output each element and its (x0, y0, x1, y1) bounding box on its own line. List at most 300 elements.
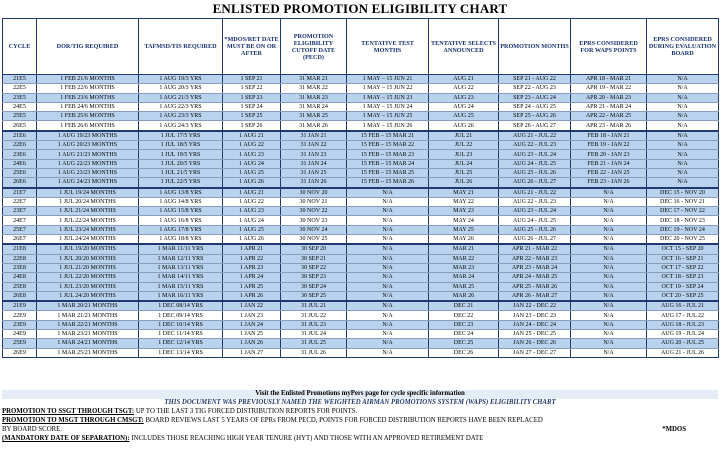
msgt-cmsgt-text: BOARD REVIEWS LAST 5 YEARS OF EPRs FROM PECD, POINTS FOR FORCED DISTRIBUTION REPORTS HAVE BEEN REPLACED (143, 417, 543, 424)
mdos-ret-cell: 1 APR 23 (223, 263, 281, 272)
column-header: PROMOTION ELIGIBILITY CUTOFF DATE (PECD) (281, 19, 347, 75)
selects-announced-cell: MAY 22 (429, 197, 499, 206)
dor-tig-cell: 1 JUL 20/24 MONTHS (37, 197, 139, 206)
test-months-cell: N/A (347, 339, 429, 348)
eprs-board-cell: OCT 19 - SEP 24 (647, 282, 719, 291)
dor-tig-cell: 1 FEB 26/6 MONTHS (37, 121, 139, 131)
pecd-cell: 30 SEP 23 (281, 273, 347, 282)
selects-announced-cell: JUL 26 (429, 178, 499, 188)
eprs-waps-cell: N/A (571, 339, 647, 348)
selects-announced-cell: JUL 23 (429, 150, 499, 159)
previous-name-note: THIS DOCUMENT WAS PREVIOUSLY NAMED THE WEIGHTED AIRMAN PROMOTIONS SYSTEM (WAPS) ELIGIBILITY CHART (164, 399, 556, 406)
column-header: TENTATIVE SELECTS ANNOUNCED (429, 19, 499, 75)
table-row (3, 178, 719, 188)
mdos-ret-cell: 1 AUG 25 (223, 225, 281, 234)
eprs-board-cell: AUG 17 - JUL 22 (647, 311, 719, 320)
test-months-cell: N/A (347, 235, 429, 245)
eprs-board-cell: DEC 15 - NOV 20 (647, 188, 719, 198)
selects-announced-cell: AUG 23 (429, 93, 499, 102)
mdos-ret-cell: 1 AUG 23 (223, 207, 281, 216)
pecd-cell: 31 JUL 25 (281, 339, 347, 348)
mdos-ret-cell: 1 APR 26 (223, 291, 281, 301)
mdos-ret-cell: 1 AUG 26 (223, 178, 281, 188)
selects-announced-cell: DEC 26 (429, 348, 499, 357)
promotion-months-cell: APR 22 - MAR 23 (499, 254, 571, 263)
eprs-waps-cell: N/A (571, 207, 647, 216)
tafmsd-tis-cell: 1 JUL 18/5 YRS (139, 141, 223, 150)
pecd-cell: 30 SEP 24 (281, 282, 347, 291)
selects-announced-cell: AUG 26 (429, 121, 499, 131)
eprs-waps-cell: APR 20 - MAR 23 (571, 93, 647, 102)
eprs-waps-cell: N/A (571, 291, 647, 301)
eprs-waps-cell: N/A (571, 311, 647, 320)
eprs-board-cell: N/A (647, 159, 719, 168)
selects-announced-cell: MAR 24 (429, 273, 499, 282)
tafmsd-tis-cell: 1 AUG 19/3 YRS (139, 75, 223, 84)
test-months-cell: 1 MAY – 15 JUN 26 (347, 121, 429, 131)
selects-announced-cell: DEC 23 (429, 320, 499, 329)
pecd-cell: 30 SEP 21 (281, 254, 347, 263)
selects-announced-cell: MAR 22 (429, 254, 499, 263)
mdos-ret-cell: 1 APR 24 (223, 273, 281, 282)
table-row (3, 273, 719, 282)
eprs-waps-cell: N/A (571, 244, 647, 254)
dor-tig-cell: 1 AUG 20/23 MONTHS (37, 141, 139, 150)
dor-tig-cell: 1 FEB 22/6 MONTHS (37, 84, 139, 93)
dor-tig-cell: 1 AUG 21/23 MONTHS (37, 150, 139, 159)
promotion-months-cell: AUG 23 - JUL 24 (499, 150, 571, 159)
eprs-waps-cell: N/A (571, 235, 647, 245)
promotion-months-cell: AUG 21 - JUL 22 (499, 188, 571, 198)
mdos-ret-cell: 1 AUG 23 (223, 150, 281, 159)
dor-tig-cell: 1 JUL 20/20 MONTHS (37, 254, 139, 263)
tafmsd-tis-cell: 1 AUG 21/3 YRS (139, 93, 223, 102)
test-months-cell: 1 MAY – 15 JUN 23 (347, 93, 429, 102)
selects-announced-cell: JUL 24 (429, 159, 499, 168)
selects-announced-cell: MAY 24 (429, 216, 499, 225)
column-header: PROMOTION MONTHS (499, 19, 571, 75)
promotion-months-cell: AUG 23 - JUL 24 (499, 207, 571, 216)
dor-tig-cell: 1 MAR 23/21 MONTHS (37, 330, 139, 339)
mdos-ret-cell: 1 JAN 26 (223, 339, 281, 348)
pecd-cell: 31 MAR 22 (281, 84, 347, 93)
table-row (3, 159, 719, 168)
pecd-cell: 30 SEP 25 (281, 291, 347, 301)
promotion-months-cell: SEP 25 - AUG 26 (499, 112, 571, 121)
promotion-months-cell: AUG 26 - JUL 27 (499, 235, 571, 245)
test-months-cell: N/A (347, 197, 429, 206)
promotion-months-cell: SEP 21 - AUG 22 (499, 75, 571, 84)
selects-announced-cell: DEC 22 (429, 311, 499, 320)
eprs-board-cell: OCT 16 - SEP 21 (647, 254, 719, 263)
promotion-months-cell: JAN 25 - DEC 25 (499, 330, 571, 339)
cycle-cell: 26E9 (3, 348, 37, 357)
table-row (3, 330, 719, 339)
pecd-cell: 31 JUL 22 (281, 311, 347, 320)
tafmsd-tis-cell: 1 DEC 08/14 YRS (139, 301, 223, 311)
cycle-cell: 23E6 (3, 150, 37, 159)
tafmsd-tis-cell: 1 AUG 23/3 YRS (139, 112, 223, 121)
promotion-months-cell: AUG 22 - JUL 23 (499, 141, 571, 150)
dor-tig-cell: 1 FEB 23/6 MONTHS (37, 93, 139, 102)
pecd-cell: 31 JAN 26 (281, 178, 347, 188)
tafmsd-tis-cell: 1 AUG 20/3 YRS (139, 84, 223, 93)
mdos-ret-cell: 1 SEP 21 (223, 75, 281, 84)
eprs-board-cell: AUG 19 - JUL 24 (647, 330, 719, 339)
pecd-cell: 30 NOV 23 (281, 216, 347, 225)
eprs-board-cell: DEC 17 - NOV 22 (647, 207, 719, 216)
mdos-ret-cell: 1 SEP 26 (223, 121, 281, 131)
pecd-cell: 30 NOV 21 (281, 197, 347, 206)
dor-tig-cell: 1 MAR 22/21 MONTHS (37, 320, 139, 329)
mdos-ret-cell: 1 JAN 22 (223, 301, 281, 311)
dor-tig-cell: 1 JUL 24/24 MONTHS (37, 235, 139, 245)
eprs-waps-cell: N/A (571, 320, 647, 329)
table-row (3, 102, 719, 111)
mdos-ret-cell: 1 AUG 24 (223, 216, 281, 225)
page-title: ENLISTED PROMOTION ELIGIBILITY CHART (212, 1, 508, 16)
eprs-board-cell: DEC 18 - NOV 23 (647, 216, 719, 225)
eligibility-table (2, 18, 719, 358)
mdos-ret-cell: 1 SEP 25 (223, 112, 281, 121)
eprs-waps-cell: N/A (571, 216, 647, 225)
selects-announced-cell: MAY 25 (429, 225, 499, 234)
test-months-cell: N/A (347, 216, 429, 225)
test-months-cell: N/A (347, 188, 429, 198)
pecd-cell: 30 NOV 22 (281, 207, 347, 216)
mdos-ret-cell: 1 AUG 21 (223, 131, 281, 141)
test-months-cell: N/A (347, 291, 429, 301)
eprs-board-cell: N/A (647, 150, 719, 159)
tafmsd-tis-cell: 1 AUG 18/8 YRS (139, 235, 223, 245)
pecd-cell: 31 JAN 21 (281, 131, 347, 141)
selects-announced-cell: DEC 21 (429, 301, 499, 311)
eprs-board-cell: N/A (647, 121, 719, 131)
selects-announced-cell: JUL 25 (429, 168, 499, 177)
table-row (3, 311, 719, 320)
ssgt-tsgt-label: PROMOTION TO SSGT THROUGH TSGT: (2, 408, 135, 415)
selects-announced-cell: MAR 21 (429, 244, 499, 254)
column-header: TENTATIVE TEST MONTHS (347, 19, 429, 75)
promotion-months-cell: APR 23 - MAR 24 (499, 263, 571, 272)
eprs-board-cell: N/A (647, 75, 719, 84)
tafmsd-tis-cell: 1 AUG 13/8 YRS (139, 188, 223, 198)
test-months-cell: 15 FEB – 15 MAR 21 (347, 131, 429, 141)
pecd-cell: 30 NOV 25 (281, 235, 347, 245)
cycle-cell: 22E6 (3, 141, 37, 150)
promotion-months-cell: SEP 26 - AUG 27 (499, 121, 571, 131)
pecd-cell: 30 SEP 22 (281, 263, 347, 272)
eprs-board-cell: N/A (647, 168, 719, 177)
eprs-board-cell: OCT 17 - SEP 22 (647, 263, 719, 272)
pecd-cell: 31 JAN 22 (281, 141, 347, 150)
column-header: TAFMSD/TIS REQUIRED (139, 19, 223, 75)
promotion-months-cell: AUG 21 - JUL 22 (499, 131, 571, 141)
eprs-board-cell: N/A (647, 131, 719, 141)
promotion-months-cell: SEP 24 - AUG 25 (499, 102, 571, 111)
pecd-cell: 31 MAR 21 (281, 75, 347, 84)
dor-tig-cell: 1 JUL 22/24 MONTHS (37, 216, 139, 225)
pecd-cell: 31 MAR 26 (281, 121, 347, 131)
table-row (3, 93, 719, 102)
mdos-ret-cell: 1 AUG 26 (223, 235, 281, 245)
mdos-ret-cell: 1 JAN 23 (223, 311, 281, 320)
table-row (3, 121, 719, 131)
promotion-months-cell: JAN 23 - DEC 23 (499, 311, 571, 320)
tafmsd-tis-cell: 1 DEC 13/14 YRS (139, 348, 223, 357)
table-row (3, 131, 719, 141)
eprs-waps-cell: N/A (571, 330, 647, 339)
test-months-cell: N/A (347, 263, 429, 272)
cycle-cell: 24E8 (3, 273, 37, 282)
eprs-board-cell: OCT 20 - SEP 25 (647, 291, 719, 301)
cycle-cell: 22E8 (3, 254, 37, 263)
pecd-cell: 31 JAN 23 (281, 150, 347, 159)
msgt-cmsgt-label: PROMOTION TO MSGT THROUGH CMSGT: (2, 417, 144, 424)
pecd-cell: 31 JUL 21 (281, 301, 347, 311)
test-months-cell: 1 MAY – 15 JUN 22 (347, 84, 429, 93)
selects-announced-cell: MAY 23 (429, 207, 499, 216)
promotion-months-cell: AUG 25 - JUL 26 (499, 225, 571, 234)
dor-tig-cell: 1 MAR 25/21 MONTHS (37, 348, 139, 357)
tafmsd-tis-cell: 1 DEC 09/14 YRS (139, 311, 223, 320)
promotion-months-cell: SEP 23 - AUG 24 (499, 93, 571, 102)
promotion-months-cell: APR 21 - MAR 22 (499, 244, 571, 254)
eprs-waps-cell: APR 19 - MAR 22 (571, 84, 647, 93)
mdos-ret-cell: 1 APR 21 (223, 244, 281, 254)
dor-tig-cell: 1 MAR 21/21 MONTHS (37, 311, 139, 320)
table-row (3, 320, 719, 329)
eprs-waps-cell: APR 23 - MAR 26 (571, 121, 647, 131)
test-months-cell: N/A (347, 311, 429, 320)
table-row (3, 244, 719, 254)
dor-tig-cell: 1 FEB 24/6 MONTHS (37, 102, 139, 111)
tafmsd-tis-cell: 1 DEC 11/14 YRS (139, 330, 223, 339)
cycle-cell: 21E5 (3, 75, 37, 84)
cycle-cell: 26E8 (3, 291, 37, 301)
selects-announced-cell: DEC 25 (429, 339, 499, 348)
promotion-months-cell: SEP 22 - AUG 23 (499, 84, 571, 93)
table-header-row (3, 19, 719, 75)
test-months-cell: N/A (347, 244, 429, 254)
pecd-cell: 31 JAN 24 (281, 159, 347, 168)
cycle-cell: 26E6 (3, 178, 37, 188)
dor-tig-cell: 1 AUG 19/23 MONTHS (37, 131, 139, 141)
ssgt-tsgt-text: UP TO THE LAST 3 TIG FORCED DISTRIBUTION REPORTS FOR POINTS. (134, 408, 358, 415)
cycle-cell: 26E7 (3, 235, 37, 245)
cycle-cell: 22E7 (3, 197, 37, 206)
selects-announced-cell: MAY 26 (429, 235, 499, 245)
table-row (3, 301, 719, 311)
table-row (3, 225, 719, 234)
promotion-months-cell: JAN 22 - DEC 22 (499, 301, 571, 311)
test-months-cell: 1 MAY – 15 JUN 25 (347, 112, 429, 121)
table-row (3, 254, 719, 263)
pecd-cell: 30 NOV 20 (281, 188, 347, 198)
test-months-cell: 15 FEB – 15 MAR 25 (347, 168, 429, 177)
cycle-cell: 21E8 (3, 244, 37, 254)
cycle-cell: 25E9 (3, 339, 37, 348)
cycle-cell: 24E6 (3, 159, 37, 168)
table-row (3, 84, 719, 93)
column-header: CYCLE (3, 19, 37, 75)
test-months-cell: 15 FEB – 15 MAR 26 (347, 178, 429, 188)
pecd-cell: 31 JUL 24 (281, 330, 347, 339)
tafmsd-tis-cell: 1 DEC 12/14 YRS (139, 339, 223, 348)
mdos-ret-cell: 1 AUG 22 (223, 141, 281, 150)
tafmsd-tis-cell: 1 AUG 14/8 YRS (139, 197, 223, 206)
selects-announced-cell: DEC 24 (429, 330, 499, 339)
selects-announced-cell: AUG 24 (429, 102, 499, 111)
tafmsd-tis-cell: 1 DEC 10/14 YRS (139, 320, 223, 329)
tafmsd-tis-cell: 1 AUG 15/8 YRS (139, 207, 223, 216)
tafmsd-tis-cell: 1 AUG 22/3 YRS (139, 102, 223, 111)
pecd-cell: 30 SEP 20 (281, 244, 347, 254)
mdos-ret-cell: 1 JAN 25 (223, 330, 281, 339)
table-row (3, 141, 719, 150)
eprs-board-cell: N/A (647, 112, 719, 121)
cycle-cell: 26E5 (3, 121, 37, 131)
test-months-cell: 1 MAY – 15 JUN 24 (347, 102, 429, 111)
test-months-cell: 15 FEB – 15 MAR 22 (347, 141, 429, 150)
tafmsd-tis-cell: 1 MAR 14/11 YRS (139, 273, 223, 282)
promotion-months-cell: JAN 24 - DEC 24 (499, 320, 571, 329)
pecd-cell: 31 MAR 24 (281, 102, 347, 111)
table-row (3, 207, 719, 216)
table-row (3, 75, 719, 84)
mdos-ret-cell: 1 JAN 24 (223, 320, 281, 329)
table-row (3, 348, 719, 357)
mdos-marker: *MDOS (662, 426, 686, 433)
cycle-cell: 24E9 (3, 330, 37, 339)
eprs-board-cell: DEC 16 - NOV 21 (647, 197, 719, 206)
mdos-ret-cell: 1 SEP 22 (223, 84, 281, 93)
cycle-cell: 22E9 (3, 311, 37, 320)
eprs-board-cell: DEC 19 - NOV 24 (647, 225, 719, 234)
eprs-board-cell: N/A (647, 178, 719, 188)
pecd-cell: 31 JUL 26 (281, 348, 347, 357)
eprs-board-cell: OCT 15 - SEP 20 (647, 244, 719, 254)
tafmsd-tis-cell: 1 JUL 22/5 YRS (139, 178, 223, 188)
mdos-ret-cell: 1 AUG 25 (223, 168, 281, 177)
column-header: *MDOS/RET DATE MUST BE ON OR AFTER (223, 19, 281, 75)
eprs-waps-cell: FEB 21 - JAN 24 (571, 159, 647, 168)
dor-tig-cell: 1 JUL 23/24 MONTHS (37, 225, 139, 234)
test-months-cell: N/A (347, 320, 429, 329)
mdos-ret-cell: 1 SEP 24 (223, 102, 281, 111)
eprs-waps-cell: N/A (571, 348, 647, 357)
tafmsd-tis-cell: 1 AUG 16/8 YRS (139, 216, 223, 225)
dor-tig-cell: 1 MAR 20/21 MONTHS (37, 301, 139, 311)
eprs-board-cell: AUG 18 - JUL 23 (647, 320, 719, 329)
ssgt-tsgt-note (2, 408, 718, 417)
eprs-board-cell: DEC 20 - NOV 25 (647, 235, 719, 245)
eprs-waps-cell: FEB 22 - JAN 25 (571, 168, 647, 177)
table-row (3, 197, 719, 206)
eprs-waps-cell: N/A (571, 188, 647, 198)
selects-announced-cell: MAR 23 (429, 263, 499, 272)
eprs-waps-cell: FEB 19 - JAN 22 (571, 141, 647, 150)
pecd-cell: 30 NOV 24 (281, 225, 347, 234)
test-months-cell: N/A (347, 282, 429, 291)
tafmsd-tis-cell: 1 AUG 24/3 YRS (139, 121, 223, 131)
cycle-cell: 21E6 (3, 131, 37, 141)
test-months-cell: 15 FEB – 15 MAR 24 (347, 159, 429, 168)
tafmsd-tis-cell: 1 MAR 13/11 YRS (139, 263, 223, 272)
dor-tig-cell: 1 AUG 23/23 MONTHS (37, 168, 139, 177)
eprs-waps-cell: FEB 20 - JAN 23 (571, 150, 647, 159)
test-months-cell: N/A (347, 207, 429, 216)
eprs-waps-cell: N/A (571, 263, 647, 272)
cycle-cell: 23E5 (3, 93, 37, 102)
eprs-waps-cell: APR 22 - MAR 25 (571, 112, 647, 121)
test-months-cell: N/A (347, 225, 429, 234)
eprs-board-cell: N/A (647, 102, 719, 111)
tafmsd-tis-cell: 1 AUG 17/8 YRS (139, 225, 223, 234)
msgt-cmsgt-note (2, 417, 718, 426)
table-row (3, 235, 719, 245)
test-months-cell: N/A (347, 254, 429, 263)
tafmsd-tis-cell: 1 MAR 15/11 YRS (139, 282, 223, 291)
selects-announced-cell: JUL 21 (429, 131, 499, 141)
selects-announced-cell: MAY 21 (429, 188, 499, 198)
column-header: EPRS CONSIDERED FOR WAPS POINTS (571, 19, 647, 75)
eprs-board-cell: OCT 18 - SEP 23 (647, 273, 719, 282)
cycle-cell: 21E7 (3, 188, 37, 198)
cycle-cell: 25E5 (3, 112, 37, 121)
pecd-cell: 31 JUL 23 (281, 320, 347, 329)
promotion-months-cell: JAN 26 - DEC 26 (499, 339, 571, 348)
table-row (3, 150, 719, 159)
pecd-cell: 31 JAN 25 (281, 168, 347, 177)
cycle-cell: 25E7 (3, 225, 37, 234)
dor-tig-cell: 1 AUG 22/23 MONTHS (37, 159, 139, 168)
selects-announced-cell: AUG 25 (429, 112, 499, 121)
mdos-ret-cell: 1 SEP 23 (223, 93, 281, 102)
eprs-waps-cell: APR 21 - MAR 24 (571, 102, 647, 111)
eprs-waps-cell: N/A (571, 282, 647, 291)
promotion-months-cell: AUG 25 - JUL 26 (499, 168, 571, 177)
test-months-cell: 1 MAY – 15 JUN 21 (347, 75, 429, 84)
dor-tig-cell: 1 FEB 25/6 MONTHS (37, 112, 139, 121)
tafmsd-tis-cell: 1 MAR 16/11 YRS (139, 291, 223, 301)
test-months-cell: N/A (347, 348, 429, 357)
cycle-cell: 25E6 (3, 168, 37, 177)
eprs-board-cell: N/A (647, 141, 719, 150)
tafmsd-tis-cell: 1 JUL 20/5 YRS (139, 159, 223, 168)
mdos-ret-cell: 1 AUG 24 (223, 159, 281, 168)
dor-tig-cell: 1 JUL 22/20 MONTHS (37, 273, 139, 282)
column-header: EPRS CONSIDERED DURING EVALUATION BOARD (647, 19, 719, 75)
table-row (3, 168, 719, 177)
promotion-months-cell: APR 24 - MAR 25 (499, 273, 571, 282)
promotion-months-cell: AUG 26 - JUL 27 (499, 178, 571, 188)
dor-tig-cell: 1 JUL 21/24 MONTHS (37, 207, 139, 216)
eprs-board-cell: AUG 20 - JUL 25 (647, 339, 719, 348)
table-row (3, 282, 719, 291)
table-row (3, 188, 719, 198)
mdos-ret-cell: 1 APR 25 (223, 282, 281, 291)
dor-tig-cell: 1 JUL 24/20 MONTHS (37, 291, 139, 301)
promotion-months-cell: JAN 27 - DEC 27 (499, 348, 571, 357)
board-score-text: BY BOARD SCORE. (2, 426, 62, 433)
eprs-board-cell: AUG 21 - JUL 26 (647, 348, 719, 357)
tafmsd-tis-cell: 1 JUL 19/5 YRS (139, 150, 223, 159)
selects-announced-cell: AUG 22 (429, 84, 499, 93)
promotion-months-cell: AUG 22 - JUL 23 (499, 197, 571, 206)
table-row (3, 263, 719, 272)
mdos-ret-cell: 1 AUG 22 (223, 197, 281, 206)
